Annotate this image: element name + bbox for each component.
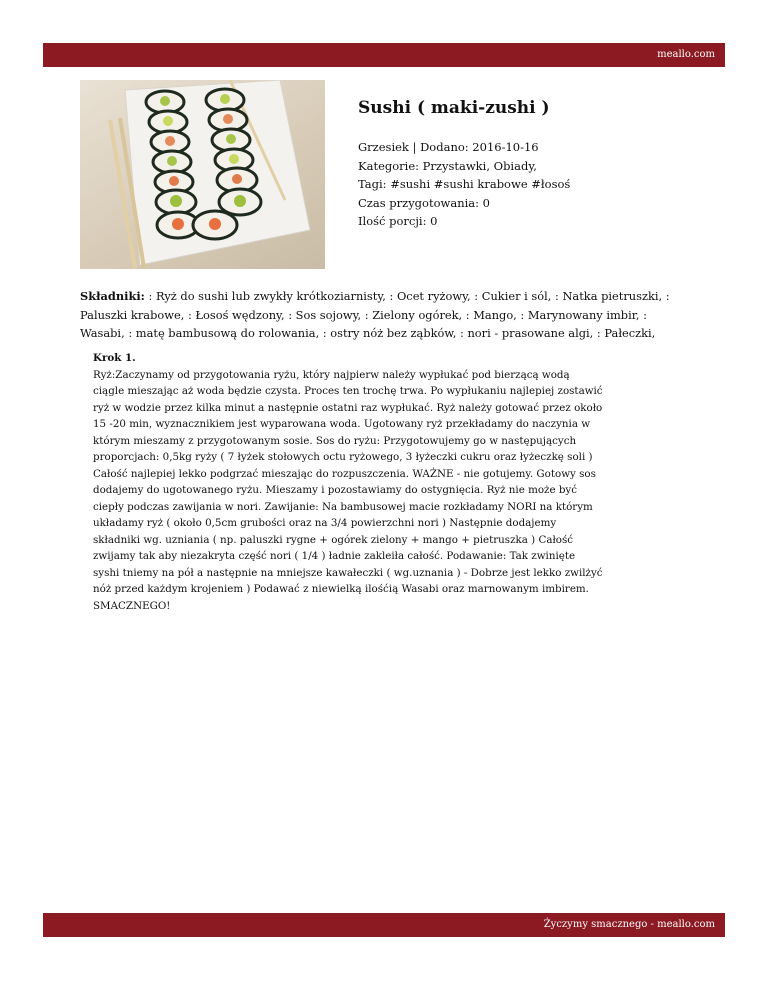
tags[interactable]: Tagi: #sushi #sushi krabowe #łosoś: [358, 177, 571, 191]
step-title: Krok 1.: [93, 352, 136, 364]
recipe-title: Sushi ( maki-zushi ): [358, 98, 550, 118]
recipe-photo: [80, 80, 325, 269]
author-date: Grzesiek | Dodano: 2016-10-16: [358, 140, 539, 154]
site-name[interactable]: meallo.com: [657, 49, 715, 60]
ingredients-section: [80, 287, 692, 343]
prep-time: Czas przygotowania: 0: [358, 195, 491, 210]
categories[interactable]: Kategorie: Przystawki, Obiady,: [358, 158, 537, 173]
header-bar: [43, 43, 725, 67]
recipe-meta: [358, 138, 570, 231]
servings: Ilość porcji: 0: [358, 214, 438, 228]
recipe-step: [93, 350, 603, 614]
footer-message: Życzymy smacznego - meallo.com: [543, 919, 715, 930]
ingredients-label: Składniki:: [80, 289, 145, 303]
step-text: Ryż:Zaczynamy od przygotowania ryżu, który najpierw należy wypłukać pod bierzącą wodą ciągle mieszając aż woda będzie czysta. Proces ten trochę trwa. Po wypłukaniu najlepiej zostawić ryż w wodzie przez kilka minut a następnie ostatni raz wypłukać. Ryż należy gotować przez około 15 -20 min, wyznacznikiem jest wyparowana woda. Ugotowany ryż przekładamy do naczynia w którym mieszamy z przygotowanym sosie. Sos do ryżu: Przygotowujemy go w następujących proporcjach: 0,5kg ryży ( 7 łyżek stołowych octu ryżowego, 3 łyżeczki cukru oraz łyżeczkę soli ) Całość najlepiej lekko podgrzać mieszając do rozpuszczenia. WAŻNE - nie gotujemy. Gotowy sos dodajemy do ugotowanego ryżu. Mieszamy i pozostawiamy do ostygnięcia. Ryż nie może być ciepły podczas zawijania w nori. Zawijanie: Na bambusowej macie rozkładamy NORI na którym układamy ryż ( około 0,5cm grubości oraz na 3/4 powierzchni nori ) Następnie dodajemy składniki wg. uzniania ( np. paluszki rygne + ogórek zielony + mango + pietruszka ) Całość zwijamy tak aby niezakryta część nori ( 1/4 ) ładnie zakleiła całość. Podawanie: Tak zwinięte syshi tniemy na pół a następnie na mniejsze kawałeczki ( wg.uznania ) - Dobrze jest lekko zwilżyć nóż przed każdym krojeniem ) Podawać z niewielką ilośćią Wasabi oraz marnowanym imbirem. SMACZNEGO!: [93, 368, 603, 612]
footer-bar: [43, 913, 725, 937]
ingredients-text: : Ryż do sushi lub zwykły krótkoziarnisty, : Ocet ryżowy, : Cukier i sól, : Natka pietruszki, : Paluszki krabowe, : Łosoś wędzony, : Sos sojowy, : Zielony ogórek, : Mango, : Marynowany imbir, : Wasabi, : matę bambusową do rolowania, : ostry nóż bez ząbków, : nori - prasowane algi, : Pałeczki,: [80, 289, 670, 340]
